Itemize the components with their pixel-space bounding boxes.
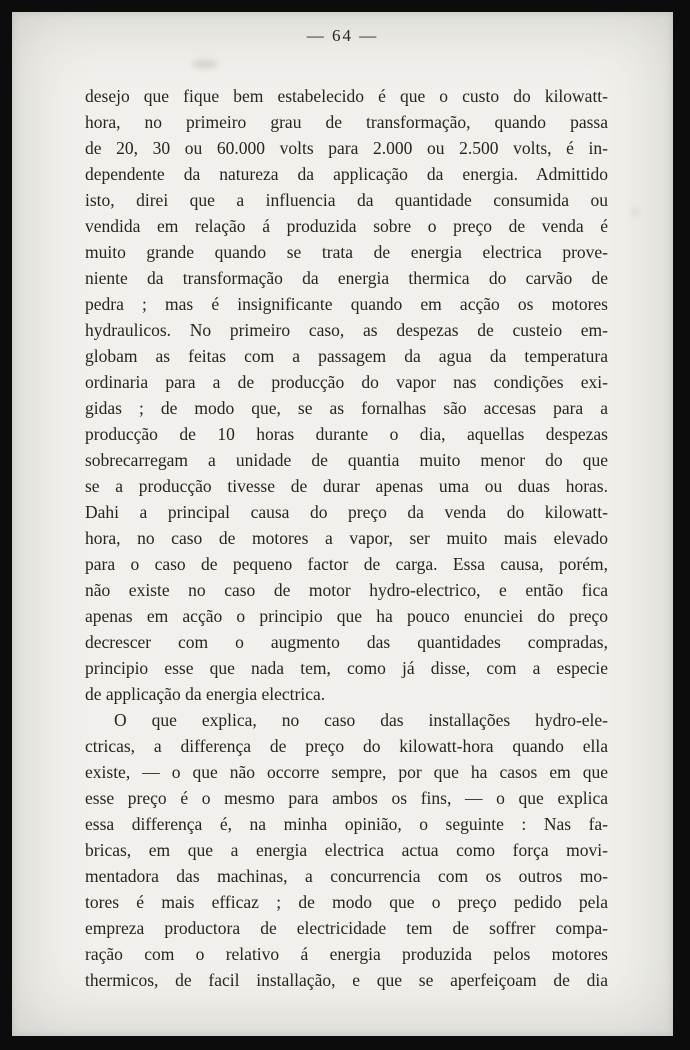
text-line: de applicação da energia electrica.	[85, 684, 326, 704]
scan-smudge	[632, 207, 638, 217]
text-line: bricas, em que a energia electrica actua como força movi-	[85, 840, 608, 860]
text-line: niente da transformação da energia thermica do carvão de	[85, 268, 608, 288]
text-line: para o caso de pequeno factor de carga. Essa causa, porém,	[85, 554, 608, 574]
text-line: producção de 10 horas durante o dia, aquellas despezas	[85, 424, 608, 444]
text-line: principio esse que nada tem, como já disse, com a especie	[85, 658, 608, 678]
text-line: pedra ; mas é insignificante quando em acção os motores	[85, 294, 608, 314]
text-line: ctricas, a differença de preço do kilowatt-hora quando ella	[85, 736, 608, 756]
text-line: empreza productora de electricidade tem de soffrer compa-	[85, 918, 608, 938]
text-line: hora, no caso de motores a vapor, ser muito mais elevado	[85, 528, 608, 548]
text-line: existe, — o que não occorre sempre, por que ha casos em que	[85, 762, 608, 782]
text-line: muito grande quando se trata de energia electrica prove-	[85, 242, 608, 262]
text-line: globam as feitas com a passagem da agua da temperatura	[85, 346, 608, 366]
text-block	[85, 83, 608, 993]
text-line: apenas em acção o principio que ha pouco enunciei do preço	[85, 606, 608, 626]
text-line: essa differença é, na minha opinião, o seguinte : Nas fa-	[85, 814, 608, 834]
text-line: tores é mais efficaz ; de modo que o preço pedido pela	[85, 892, 608, 912]
text-line: ração com o relativo á energia produzida pelos motores	[85, 944, 608, 964]
text-line: hora, no primeiro grau de transformação, quando passa	[85, 112, 608, 132]
text-line: não existe no caso de motor hydro-electrico, e então fica	[85, 580, 608, 600]
text-line: de 20, 30 ou 60.000 volts para 2.000 ou 2.500 volts, é in-	[85, 138, 608, 158]
text-line: O que explica, no caso das installações hydro-ele-	[114, 710, 608, 730]
book-page	[12, 12, 673, 1036]
text-line: vendida em relação á produzida sobre o preço de venda é	[85, 216, 608, 236]
text-line: thermicos, de facil installação, e que se aperfeiçoam de dia	[85, 970, 608, 990]
text-line: gidas ; de modo que, se as fornalhas são accesas para a	[85, 398, 608, 418]
text-line: mentadora das machinas, a concurrencia com os outros mo-	[85, 866, 608, 886]
text-line: ordinaria para a de producção do vapor nas condições exi-	[85, 372, 608, 392]
text-line: dependente da natureza da applicação da energia. Admittido	[85, 164, 608, 184]
page-number: — 64 —	[306, 26, 379, 45]
text-line: sobrecarregam a unidade de quantia muito menor do que	[85, 450, 608, 470]
text-line: se a producção tivesse de durar apenas uma ou duas horas.	[85, 476, 608, 496]
scan-smudge	[192, 60, 218, 68]
text-line: hydraulicos. No primeiro caso, as despezas de custeio em-	[85, 320, 608, 340]
text-line: Dahi a principal causa do preço da venda do kilowatt-	[85, 502, 608, 522]
text-line: esse preço é o mesmo para ambos os fins, — o que explica	[85, 788, 608, 808]
text-line: isto, direi que a influencia da quantidade consumida ou	[85, 190, 608, 210]
text-line: desejo que fique bem estabelecido é que o custo do kilowatt-	[85, 86, 608, 106]
text-line: decrescer com o augmento das quantidades compradas,	[85, 632, 608, 652]
